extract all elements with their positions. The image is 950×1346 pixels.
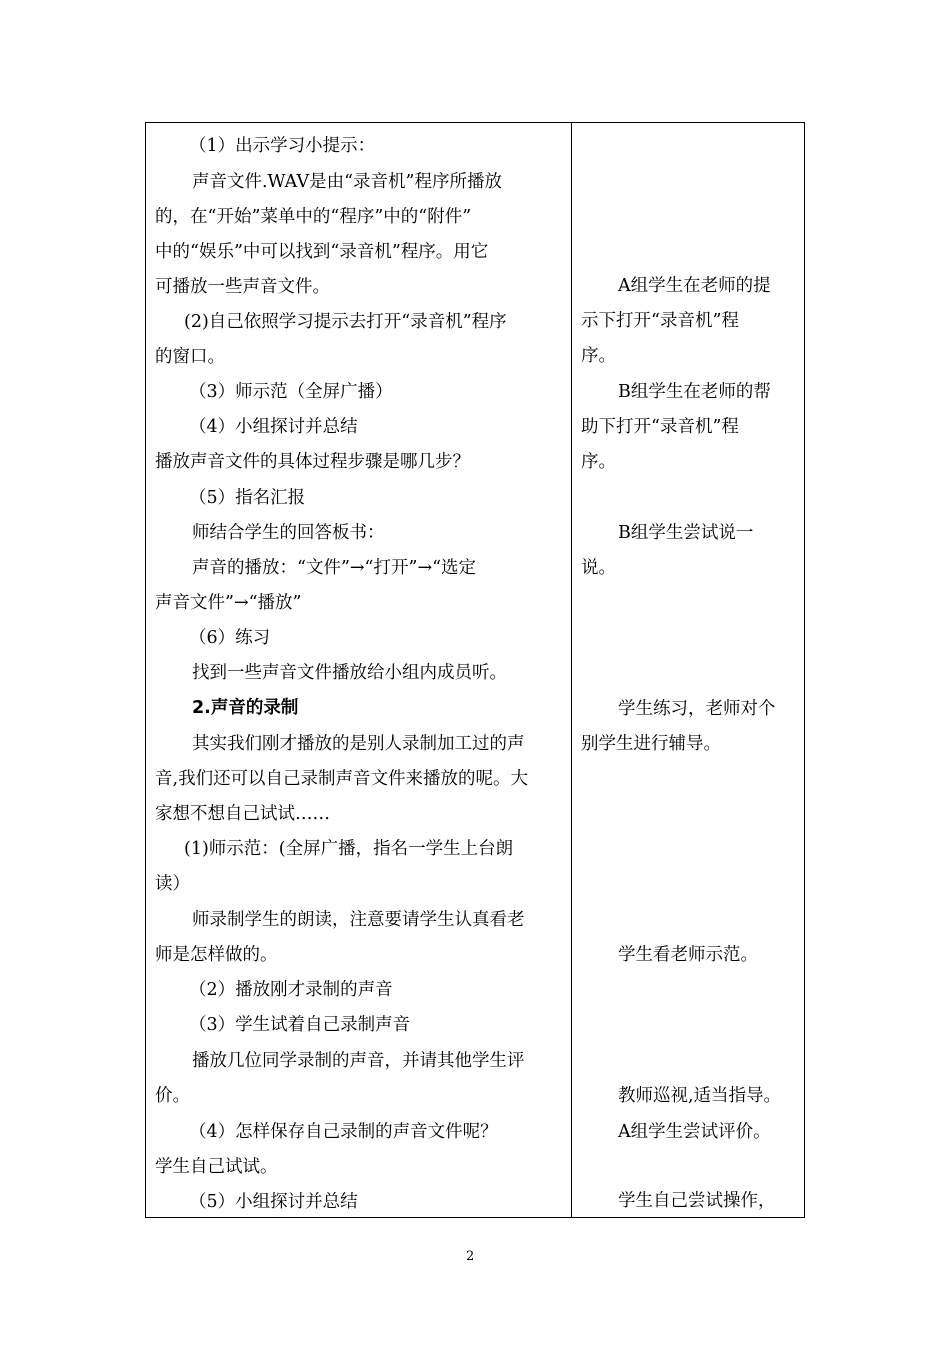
left-line: (2)自己依照学习提示去打开“录音机”程序 xyxy=(184,312,507,332)
left-line: （2）播放刚才录制的声音 xyxy=(189,980,393,1000)
left-line: （6）练习 xyxy=(189,628,271,648)
left-line: 可播放一些声音文件。 xyxy=(155,277,330,297)
right-line: A组学生尝试评价。 xyxy=(618,1122,771,1142)
right-line: B组学生在老师的帮 xyxy=(618,382,771,402)
right-line: 序。 xyxy=(581,452,616,472)
left-line: 播放几位同学录制的声音，并请其他学生评 xyxy=(192,1051,525,1071)
left-line: 家想不想自己试试…… xyxy=(155,804,330,824)
left-line: 学生自己试试。 xyxy=(155,1157,278,1177)
left-line: 师录制学生的朗读，注意要请学生认真看老 xyxy=(192,910,525,930)
left-line: （3）师示范（全屏广播） xyxy=(189,382,393,402)
right-line: 示下打开“录音机”程 xyxy=(581,311,739,331)
right-line: 学生看老师示范。 xyxy=(618,945,758,965)
right-line: 别学生进行辅导。 xyxy=(581,734,721,754)
page-number: 2 xyxy=(466,1249,475,1264)
left-line: 的，在“开始”菜单中的“程序”中的“附件” xyxy=(155,207,472,227)
right-line: 助下打开“录音机”程 xyxy=(581,417,739,437)
left-line: 音,我们还可以自己录制声音文件来播放的呢。大 xyxy=(155,769,529,789)
left-line: （5）指名汇报 xyxy=(189,488,306,508)
left-line: 声音文件”→“播放” xyxy=(155,593,302,613)
section-heading: 2.声音的录制 xyxy=(192,698,299,718)
left-line: (1)师示范：(全屏广播，指名一学生上台朗 xyxy=(184,839,514,859)
left-line: 读） xyxy=(155,874,190,894)
left-line: （4）小组探讨并总结 xyxy=(189,417,358,437)
right-line: 学生自己尝试操作， xyxy=(618,1191,776,1211)
left-line: 声音的播放：“文件”→“打开”→“选定 xyxy=(192,558,477,578)
left-line: 声音文件.WAV是由“录音机”程序所播放 xyxy=(192,172,502,192)
left-line: （1）出示学习小提示： xyxy=(189,136,376,156)
left-line: （4）怎样保存自己录制的声音文件呢？ xyxy=(189,1122,498,1142)
right-line: 教师巡视,适当指导。 xyxy=(618,1086,782,1106)
left-line: 播放声音文件的具体过程步骤是哪几步？ xyxy=(155,452,470,472)
left-line: （3）学生试着自己录制声音 xyxy=(189,1015,411,1035)
left-line: 师是怎样做的。 xyxy=(155,945,278,965)
right-line: 说。 xyxy=(581,558,616,578)
left-line: 找到一些声音文件播放给小组内成员听。 xyxy=(192,663,507,683)
column-divider xyxy=(571,122,572,1218)
right-line: 学生练习，老师对个 xyxy=(618,699,776,719)
left-line: 价。 xyxy=(155,1086,190,1106)
left-line: （5）小组探讨并总结 xyxy=(189,1192,358,1212)
left-line: 的窗口。 xyxy=(155,347,225,367)
left-line: 中的“娱乐”中可以找到“录音机”程序。用它 xyxy=(155,242,489,262)
right-line: 序。 xyxy=(581,346,616,366)
right-line: A组学生在老师的提 xyxy=(618,276,771,296)
left-line: 其实我们刚才播放的是别人录制加工过的声 xyxy=(192,734,525,754)
right-line: B组学生尝试说一 xyxy=(618,523,754,543)
left-line: 师结合学生的回答板书： xyxy=(192,523,385,543)
